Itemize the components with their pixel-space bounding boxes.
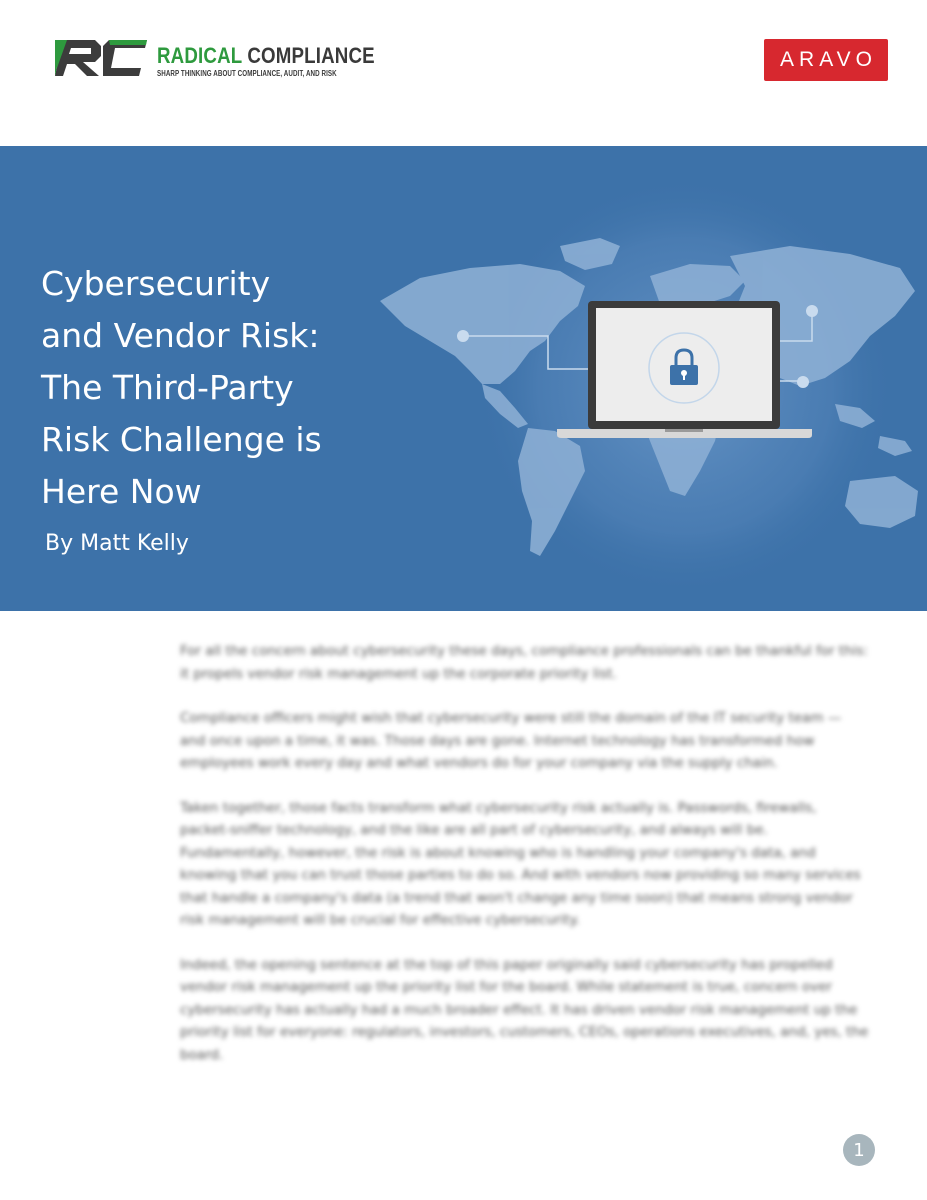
rc-logo-tagline: SHARP THINKING ABOUT COMPLIANCE, AUDIT, AND RISK — [157, 69, 337, 78]
rc-logo-title — [157, 44, 375, 68]
title-line: The Third-Party — [41, 368, 294, 407]
page-number-badge: 1 — [843, 1134, 875, 1166]
title-line: Here Now — [41, 472, 202, 511]
body-paragraph: Taken together, those facts transform what cybersecurity risk actually is. Passwords, firewalls, packet-sniffer technology, and the like are all part of cybersecurity, and always will be. Fundamentally, however, the risk is about knowing who is handling your company's data, and knowing that you can trust those parties to do so. And with vendors now providing so many services that handle a company's data (a trend that won't change any time soon) that means strong vendor risk management will be crucial for effective cybersecurity. — [180, 799, 861, 928]
connector-node — [797, 376, 809, 388]
rc-logo-word-compliance: COMPLIANCE — [247, 43, 375, 68]
aravo-logo-text: ARAVO — [780, 48, 877, 71]
title-line: Risk Challenge is — [41, 420, 322, 459]
title-line: and Vendor Risk: — [41, 316, 320, 355]
radical-compliance-logo — [53, 36, 375, 86]
rc-logo-mark-icon — [53, 36, 149, 80]
hero-banner — [0, 146, 927, 611]
body-paragraph: Indeed, the opening sentence at the top of this paper originally said cybersecurity has propelled vendor risk management up the priority list for the board. While statement is true, concern over cybersecurity has actually had a much broader effect. It has driven vendor risk management up the priority list for everyone: regulators, investors, customers, CEOs, operations executives, and, yes, the board. — [180, 956, 869, 1063]
connector-node — [806, 305, 818, 317]
title-line: Cybersecurity — [41, 264, 271, 303]
rc-logo-word-radical: RADICAL — [157, 43, 242, 68]
rc-logo-text — [157, 44, 413, 78]
body-paragraph: Compliance officers might wish that cybersecurity were still the domain of the IT security team — and once upon a time, it was. Those days are gone. Internet technology has transformed how employees work every day and what vendors do for your company via the supply chain. — [180, 710, 842, 771]
body-text-blurred — [180, 640, 870, 1088]
author-byline: By Matt Kelly — [45, 531, 189, 556]
connector-node — [457, 330, 469, 342]
document-title — [41, 258, 381, 518]
aravo-logo — [764, 39, 888, 81]
body-paragraph: For all the concern about cybersecurity these days, compliance professionals can be thankful for this: it propels vendor risk management up the corporate priority list. — [180, 643, 868, 682]
